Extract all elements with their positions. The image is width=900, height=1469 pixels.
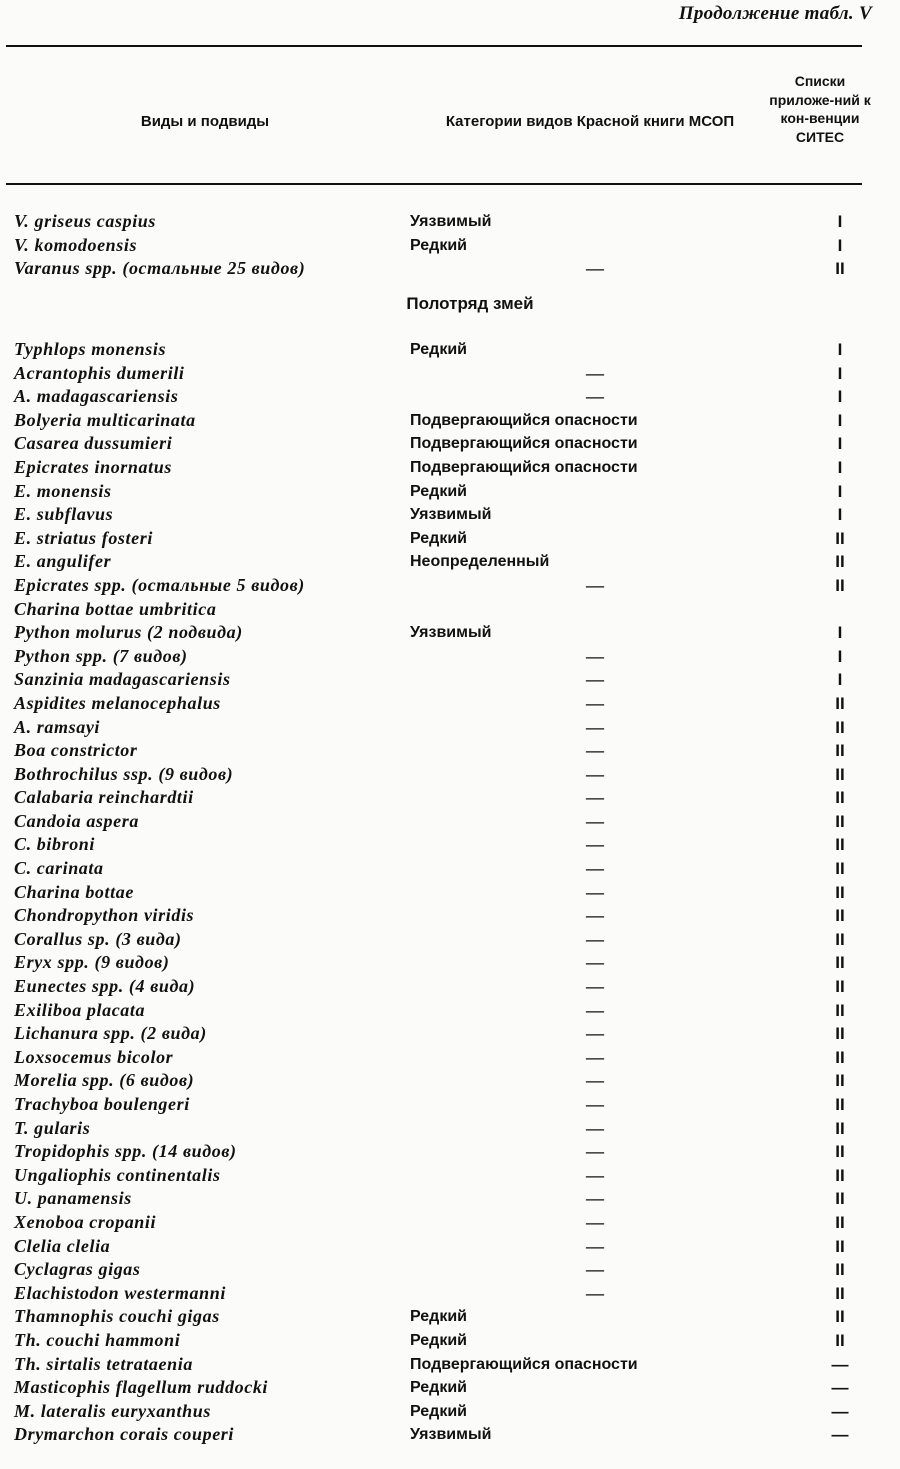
cites-list: II xyxy=(835,259,845,279)
cites-list: II xyxy=(835,1212,845,1232)
species-name: Python molurus (2 подвида) xyxy=(14,622,243,643)
iucn-category: Уязвимый xyxy=(410,213,492,230)
iucn-category: Редкий xyxy=(410,1379,468,1397)
table-row xyxy=(0,550,900,574)
iucn-category: Подвергающийся опасности xyxy=(410,458,638,476)
cites-list: I xyxy=(837,481,843,501)
cites-list: II xyxy=(835,953,845,973)
table-row xyxy=(0,951,900,975)
table-row xyxy=(0,857,900,881)
iucn-category: — xyxy=(586,858,604,879)
species-name: Casarea dussumieri xyxy=(14,433,173,454)
table-row xyxy=(0,928,900,952)
cites-list: II xyxy=(835,1071,845,1091)
cites-list: I xyxy=(837,387,843,407)
iucn-category: Уязвимый xyxy=(410,506,492,524)
iucn-category: — xyxy=(586,574,604,595)
cites-list: II xyxy=(835,1000,845,1020)
species-name: Corallus sp. (3 вида) xyxy=(14,928,182,949)
species-name: Exiliboa placata xyxy=(14,999,146,1020)
table-row xyxy=(0,810,900,834)
iucn-category: — xyxy=(586,1235,604,1256)
table-row xyxy=(0,598,900,622)
species-name: Calabaria reinchardtii xyxy=(14,787,194,808)
cites-list: II xyxy=(835,977,845,997)
species-name: Typhlops monensis xyxy=(14,339,167,359)
species-name: Drymarchon corais couperi xyxy=(14,1424,235,1445)
cites-list: II xyxy=(835,1307,845,1327)
table-row xyxy=(0,975,900,999)
section-title: Полотряд змей xyxy=(406,294,534,313)
cites-list: II xyxy=(835,1283,845,1303)
iucn-category: — xyxy=(586,1117,604,1138)
species-name: E. striatus fosteri xyxy=(14,527,153,548)
species-name: Epicrates inornatus xyxy=(14,456,172,477)
species-name: Trachyboa boulengeri xyxy=(14,1094,190,1114)
iucn-category: — xyxy=(586,716,604,737)
cites-list: I xyxy=(837,235,843,255)
cites-list: II xyxy=(835,835,845,855)
species-name: Tropidophis spp. (14 видов) xyxy=(14,1141,237,1162)
iucn-category: — xyxy=(586,928,604,949)
table-row xyxy=(0,338,900,362)
species-name: Charina bottae xyxy=(14,881,134,902)
species-name: Varanus spp. (остальные 25 видов) xyxy=(14,258,306,279)
iucn-category: Уязвимый xyxy=(410,1426,492,1444)
cites-list: II xyxy=(835,1142,845,1162)
iucn-category: Редкий xyxy=(410,1308,468,1326)
iucn-category: — xyxy=(586,1188,604,1209)
table-row xyxy=(0,1140,900,1164)
species-name: Th. sirtalis tetrataenia xyxy=(14,1353,193,1374)
cites-list: I xyxy=(837,363,843,383)
header-top-rule xyxy=(6,45,862,47)
species-name: U. panamensis xyxy=(14,1188,132,1209)
species-name: Cyclagras gigas xyxy=(14,1259,141,1280)
species-name: A. madagascariensis xyxy=(14,386,179,407)
iucn-category: Редкий xyxy=(410,1331,468,1349)
iucn-category: — xyxy=(586,645,604,666)
table-row xyxy=(0,1046,900,1070)
cites-list: II xyxy=(835,1118,845,1138)
table-body-group2 xyxy=(0,338,900,1447)
species-name: C. carinata xyxy=(14,858,104,879)
species-name: Clelia clelia xyxy=(14,1235,111,1256)
cites-list: II xyxy=(835,717,845,737)
species-name: Loxsocemus bicolor xyxy=(14,1046,174,1067)
iucn-category: — xyxy=(586,952,604,973)
cites-list: II xyxy=(835,1236,845,1256)
species-name: Eunectes spp. (4 вида) xyxy=(14,976,196,997)
header-cites-lists: Списки приложе-ний к кон-венции СИТЕС xyxy=(769,73,871,145)
table-row xyxy=(0,456,900,480)
header-bottom-rule xyxy=(6,183,862,185)
species-name: Lichanura spp. (2 вида) xyxy=(14,1023,207,1044)
table-row xyxy=(0,409,900,433)
cites-list: II xyxy=(835,552,845,572)
cites-list: — xyxy=(831,1401,849,1421)
table-row xyxy=(0,1235,900,1259)
table-row xyxy=(0,833,900,857)
table-row xyxy=(0,645,900,669)
cites-list: II xyxy=(835,1189,845,1209)
iucn-category: — xyxy=(586,1211,604,1232)
iucn-category: — xyxy=(586,763,604,784)
table-row xyxy=(0,1211,900,1235)
iucn-category: Редкий xyxy=(410,341,468,358)
species-name: Bothrochilus ssp. (9 видов) xyxy=(14,763,234,784)
cites-list: I xyxy=(837,457,843,477)
iucn-category: Редкий xyxy=(410,529,468,547)
table-row xyxy=(0,503,900,527)
header-iucn-category: Категории видов Красной книги МСОП xyxy=(445,113,735,130)
iucn-category: — xyxy=(586,1164,604,1185)
iucn-category: — xyxy=(586,1259,604,1280)
species-name: E. monensis xyxy=(14,480,112,501)
cites-list: II xyxy=(835,788,845,808)
table-body-group1 xyxy=(0,210,900,281)
iucn-category: Подвергающийся опасности xyxy=(410,411,638,429)
table-row xyxy=(0,999,900,1023)
species-name: M. lateralis euryxanthus xyxy=(14,1400,211,1421)
table-row xyxy=(0,739,900,763)
iucn-category: Редкий xyxy=(410,1402,468,1420)
table-row xyxy=(0,881,900,905)
iucn-category: — xyxy=(586,1282,604,1303)
iucn-category: — xyxy=(586,1046,604,1067)
iucn-category: — xyxy=(586,1141,604,1162)
iucn-category: — xyxy=(586,881,604,902)
cites-list: I xyxy=(837,670,843,690)
table-row xyxy=(0,362,900,386)
cites-list: II xyxy=(835,1260,845,1280)
table-row xyxy=(0,621,900,645)
iucn-category: — xyxy=(586,810,604,831)
cites-list: II xyxy=(835,1095,845,1114)
table-row xyxy=(0,210,900,234)
species-name: E. angulifer xyxy=(14,551,112,572)
species-name: Sanzinia madagascariensis xyxy=(14,669,231,690)
cites-list: I xyxy=(837,505,843,525)
cites-list: — xyxy=(831,1378,849,1398)
species-name: Eryx spp. (9 видов) xyxy=(14,952,170,973)
iucn-category: — xyxy=(586,787,604,808)
cites-list: II xyxy=(835,906,845,926)
cites-list: II xyxy=(835,811,845,831)
iucn-category: Подвергающийся опасности xyxy=(410,1355,638,1373)
table-row xyxy=(0,1258,900,1282)
iucn-category: Уязвимый xyxy=(410,624,492,642)
cites-list: I xyxy=(837,434,843,454)
species-name: Candoia aspera xyxy=(14,810,139,831)
iucn-category: — xyxy=(586,1094,604,1114)
iucn-category: — xyxy=(586,1023,604,1044)
species-name: T. gularis xyxy=(14,1117,91,1138)
table-row xyxy=(0,234,900,258)
table-row xyxy=(0,1376,900,1400)
cites-list: II xyxy=(835,1024,845,1044)
iucn-category: — xyxy=(586,362,604,383)
species-name: Bolyeria multicarinata xyxy=(14,409,196,430)
table-row xyxy=(0,1117,900,1141)
species-name: V. komodoensis xyxy=(14,234,138,255)
species-name: Thamnophis couchi gigas xyxy=(14,1306,220,1327)
table-row xyxy=(0,1305,900,1329)
cites-list: I xyxy=(837,646,843,666)
species-name: C. bibroni xyxy=(14,834,96,855)
species-name: V. griseus caspius xyxy=(14,211,157,231)
cites-list: II xyxy=(835,1330,845,1350)
species-name: E. subflavus xyxy=(14,504,114,525)
iucn-category: — xyxy=(586,740,604,761)
iucn-category: Редкий xyxy=(410,482,468,500)
cites-list: I xyxy=(837,340,843,359)
table-row xyxy=(0,1093,900,1117)
species-name: A. ramsayi xyxy=(14,716,101,737)
cites-list: II xyxy=(835,575,845,595)
iucn-category: Неопределенный xyxy=(410,553,550,571)
species-name: Acrantophis dumerili xyxy=(14,362,185,383)
cites-list: II xyxy=(835,764,845,784)
table-row xyxy=(0,385,900,409)
iucn-category: Редкий xyxy=(410,236,468,254)
table-row xyxy=(0,574,900,598)
iucn-category: — xyxy=(586,999,604,1020)
cites-list: — xyxy=(831,1425,849,1445)
cites-list: II xyxy=(835,1047,845,1067)
cites-list: I xyxy=(837,623,843,643)
species-name: Xenoboa cropanii xyxy=(14,1211,157,1232)
table-row xyxy=(0,432,900,456)
table-row xyxy=(0,668,900,692)
table-row xyxy=(0,1164,900,1188)
cites-list: II xyxy=(835,882,845,902)
cites-list: I xyxy=(837,212,843,231)
table-row xyxy=(0,1423,900,1447)
species-name: Charina bottae umbritica xyxy=(14,598,217,619)
table-caption: Продолжение табл. V xyxy=(678,3,872,24)
iucn-category: — xyxy=(586,692,604,713)
species-name: Aspidites melanocephalus xyxy=(14,692,221,713)
table-row xyxy=(0,257,900,281)
table-row xyxy=(0,1069,900,1093)
iucn-category: — xyxy=(586,1070,604,1091)
species-name: Th. couchi hammoni xyxy=(14,1329,181,1350)
iucn-category: Подвергающийся опасности xyxy=(410,435,638,453)
table-row xyxy=(0,692,900,716)
table-row xyxy=(0,763,900,787)
table-row xyxy=(0,527,900,551)
cites-list: I xyxy=(837,410,843,430)
table-row xyxy=(0,786,900,810)
iucn-category: — xyxy=(586,976,604,997)
table-row xyxy=(0,904,900,928)
species-name: Epicrates spp. (остальные 5 видов) xyxy=(14,574,305,595)
cites-list: II xyxy=(835,859,845,879)
species-name: Ungaliophis continentalis xyxy=(14,1164,221,1185)
header-species: Виды и подвиды xyxy=(140,113,270,130)
cites-list: — xyxy=(831,1354,849,1374)
table-row xyxy=(0,1187,900,1211)
table-row xyxy=(0,1353,900,1377)
species-name: Chondropython viridis xyxy=(14,905,195,926)
table-row xyxy=(0,1282,900,1306)
cites-list: II xyxy=(835,741,845,761)
species-name: Morelia spp. (6 видов) xyxy=(14,1070,195,1091)
table-row xyxy=(0,716,900,740)
table-row xyxy=(0,480,900,504)
cites-list: II xyxy=(835,929,845,949)
cites-list: II xyxy=(835,693,845,713)
cites-list: II xyxy=(835,528,845,548)
table-row xyxy=(0,1022,900,1046)
species-name: Masticophis flagellum ruddocki xyxy=(14,1377,269,1398)
table-row xyxy=(0,1329,900,1353)
species-name: Python spp. (7 видов) xyxy=(14,645,188,666)
iucn-category: — xyxy=(586,905,604,926)
iucn-category: — xyxy=(586,669,604,690)
cites-list: II xyxy=(835,1165,845,1185)
iucn-category: — xyxy=(586,386,604,407)
iucn-category: — xyxy=(586,834,604,855)
species-name: Elachistodon westermanni xyxy=(14,1282,226,1303)
iucn-category: — xyxy=(586,258,604,279)
table-row xyxy=(0,1400,900,1424)
species-name: Boa constrictor xyxy=(14,740,138,761)
